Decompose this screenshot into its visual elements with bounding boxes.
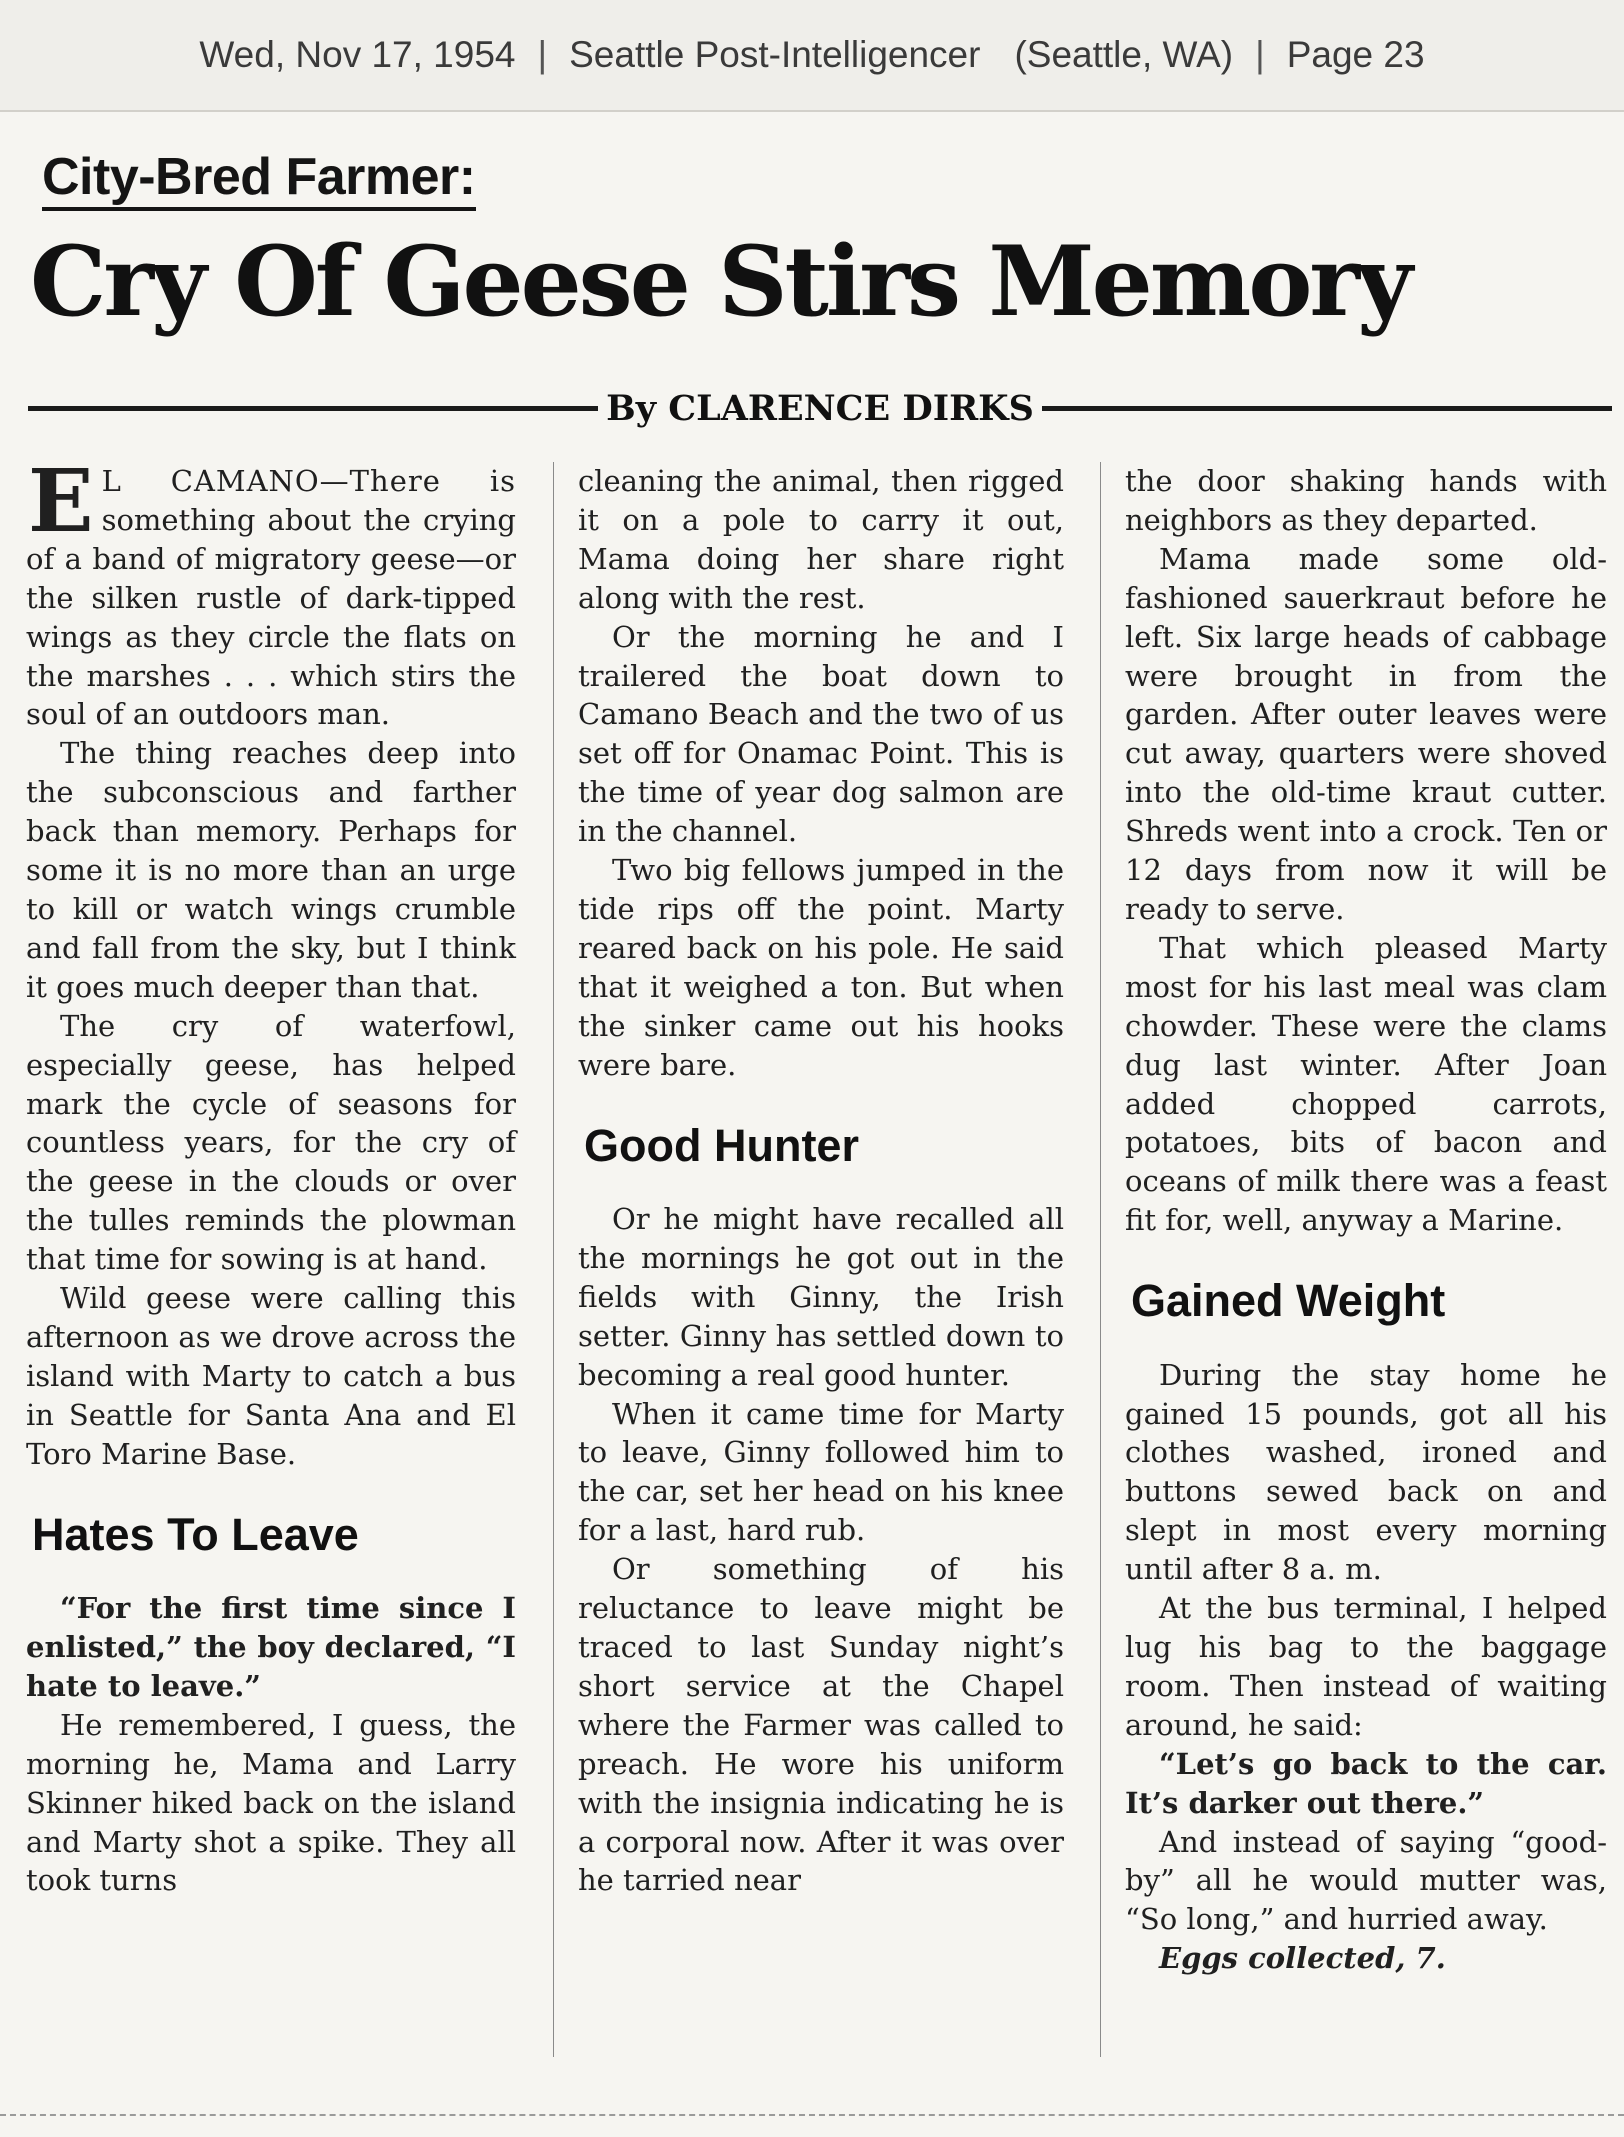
quote-paragraph: “Let’s go back to the car. It’s darker out there.” <box>1125 1746 1607 1820</box>
body-paragraph: He remembered, I guess, the morning he, Mama and Larry Skinner hiked back on the island and Marty shot a spike. They all took turns <box>26 1707 516 1898</box>
body-paragraph: The cry of waterfowl, especially geese, has helped mark the cycle of seasons for countless years, for the cry of the geese in the clouds or over the tulles reminds the plowman that time for sowing is at hand. <box>26 1008 516 1277</box>
body-paragraph: The thing reaches deep into the subconscious and farther back than memory. Perhaps for some it is no more than an urge to kill or watch wings crumble and fall from the sky, but I think it goes much deeper than that. <box>26 736 516 1004</box>
header-separator-2: | <box>1255 34 1265 75</box>
article-kicker: City-Bred Farmer: <box>42 150 476 211</box>
subhead-hates-to-leave: Hates To Leave <box>32 1508 359 1560</box>
lead-paragraph <box>26 451 516 734</box>
body-paragraph: Two big fellows jumped in the tide rips off the point. Marty reared back on his pole. He said that it weighed a ton. But when the sinker came out his hooks were bare. <box>578 853 1064 1082</box>
byline-row <box>28 383 1612 433</box>
subhead-gained-weight: Gained Weight <box>1131 1275 1446 1327</box>
body-paragraph: Mama made some old-fashioned sauerkraut before he left. Six large heads of cabbage were brought in from the garden. After outer leaves were cut away, quarters were shoved into the old-time kraut cutter. Shreds went into a crock. Ten or 12 days from now it will be ready to serve. <box>1125 541 1607 926</box>
body-paragraph: Or something of his reluctance to leave might be traced to last Sunday night’s short service at the Chapel where the Farmer was called to preach. He wore his uniform with the insignia indicating he is a corporal now. After it was over he tarried near <box>578 1552 1064 1898</box>
publication-location: (Seattle, WA) <box>1014 34 1234 75</box>
issue-date: Wed, Nov 17, 1954 <box>199 34 516 75</box>
drop-cap: E <box>28 451 94 552</box>
clipping-edge <box>0 2114 1624 2116</box>
column-3 <box>1125 462 1607 1978</box>
body-paragraph: At the bus terminal, I helped lug his bag to the baggage room. Then instead of waiting around, he said: <box>1125 1591 1607 1742</box>
header-separator: | <box>537 34 548 75</box>
column-1 <box>26 451 516 1900</box>
column-2 <box>578 462 1064 1900</box>
body-paragraph: And instead of saying “good-by” all he would mutter was, “So long,” and hurried away. <box>1125 1824 1607 1937</box>
column-divider <box>553 462 554 2057</box>
publication-name: Seattle Post-Intelligencer <box>569 34 981 75</box>
body-paragraph: Or the morning he and I trailered the boat down to Camano Beach and the two of us set off for Onamac Point. This is the time of year dog salmon are in the channel. <box>578 619 1064 849</box>
body-paragraph: During the stay home he gained 15 pounds, got all his clothes washed, ironed and buttons sewed back on and slept in most every morning until after 8 a. m. <box>1125 1357 1607 1587</box>
sign-off: Eggs collected, 7. <box>1159 1941 1446 1976</box>
dateline: L CAMANO—There is <box>101 464 516 498</box>
byline-rule-right <box>1042 406 1612 411</box>
lead-text: something about the crying of a band of migratory geese—or the silken rustle of dark-tipped wings as they circle the flats on the marshes . . . which stirs the soul of an outdoors man. <box>26 502 516 732</box>
subhead-good-hunter: Good Hunter <box>584 1119 859 1171</box>
body-paragraph: the door shaking hands with neighbors as they departed. <box>1125 464 1607 537</box>
page-number: Page 23 <box>1286 34 1425 75</box>
article-headline: Cry Of Geese Stirs Memory <box>30 225 1410 338</box>
byline-rule-left <box>28 406 598 411</box>
body-paragraph: That which pleased Marty most for his last meal was clam chowder. These were the clams dug last winter. After Joan added chopped carrots, potatoes, bits of bacon and oceans of milk there was a feast fit for, well, anyway a Marine. <box>1125 930 1607 1238</box>
body-paragraph: Wild geese were calling this afternoon as we drove across the island with Marty to catch a bus in Seattle for Santa Ana and El Toro Marine Base. <box>26 1281 516 1471</box>
body-paragraph: cleaning the animal, then rigged it on a pole to carry it out, Mama doing her share right along with the rest. <box>578 464 1064 615</box>
byline: By CLARENCE DIRKS <box>606 387 1034 429</box>
quote-paragraph: “For the first time since I enlisted,” the boy declared, “I hate to leave.” <box>26 1591 516 1703</box>
column-divider <box>1100 462 1101 2057</box>
archive-header <box>0 0 1624 112</box>
body-paragraph: When it came time for Marty to leave, Ginny followed him to the car, set her head on his knee for a last, hard rub. <box>578 1396 1064 1548</box>
body-paragraph: Or he might have recalled all the mornings he got out in the fields with Ginny, the Irish setter. Ginny has settled down to becoming a real good hunter. <box>578 1202 1064 1392</box>
